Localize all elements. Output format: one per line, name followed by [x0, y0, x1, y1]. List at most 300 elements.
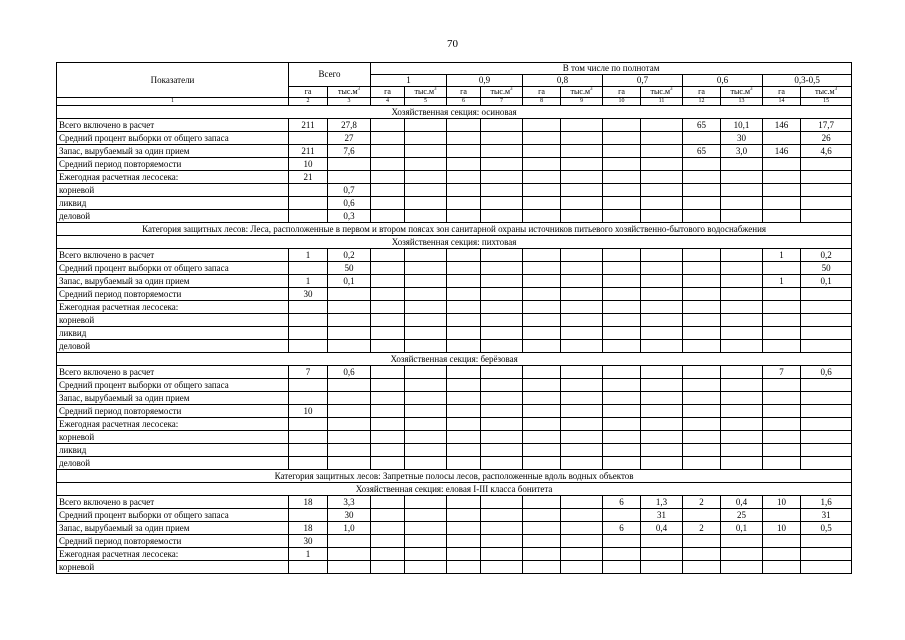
table-cell	[405, 366, 447, 379]
table-cell	[641, 158, 683, 171]
table-cell	[447, 249, 481, 262]
table-cell	[405, 405, 447, 418]
row-label: Всего включено в расчет	[57, 366, 289, 379]
table-cell	[641, 444, 683, 457]
table-cell	[641, 249, 683, 262]
table-cell	[523, 275, 561, 288]
table-cell	[405, 392, 447, 405]
table-cell	[481, 509, 523, 522]
table-cell	[763, 158, 801, 171]
header-density-group: 0,8	[523, 75, 603, 87]
unit-ha: га	[289, 87, 328, 98]
row-label: Всего включено в расчет	[57, 119, 289, 132]
table-cell	[603, 379, 641, 392]
table-cell	[523, 522, 561, 535]
table-cell: 0,6	[328, 366, 371, 379]
table-cell: 27,8	[328, 119, 371, 132]
table-cell	[721, 418, 763, 431]
unit-volume-text: тыс.м	[414, 87, 434, 96]
table-cell: 25	[721, 509, 763, 522]
table-cell	[721, 405, 763, 418]
table-row	[57, 548, 852, 561]
table-cell	[603, 262, 641, 275]
table-row	[57, 301, 852, 314]
section-heading: Хозяйственная секция: берёзовая	[57, 353, 852, 366]
table-cell	[371, 405, 405, 418]
table-cell	[371, 301, 405, 314]
table-cell: 10	[289, 405, 328, 418]
row-label: Запас, вырубаемый за один прием	[57, 145, 289, 158]
table-cell	[523, 509, 561, 522]
table-cell	[801, 184, 852, 197]
row-label: деловой	[57, 210, 289, 223]
table-cell	[523, 548, 561, 561]
table-cell	[405, 314, 447, 327]
unit-ha: га	[683, 87, 721, 98]
table-cell: 30	[289, 288, 328, 301]
section-heading: Хозяйственная секция: осиновая	[57, 106, 852, 119]
table-cell	[641, 210, 683, 223]
table-cell	[481, 379, 523, 392]
table-cell: 0,3	[328, 210, 371, 223]
unit-volume-exponent: 3	[510, 87, 513, 92]
table-cell	[405, 561, 447, 574]
section-heading: Хозяйственная секция: пихтовая	[57, 236, 852, 249]
table-cell	[447, 314, 481, 327]
table-cell	[523, 184, 561, 197]
table-cell	[683, 431, 721, 444]
table-cell	[721, 535, 763, 548]
row-label: ликвид	[57, 444, 289, 457]
unit-volume	[721, 87, 763, 98]
table-row	[57, 327, 852, 340]
table-cell	[683, 392, 721, 405]
table-cell	[447, 457, 481, 470]
unit-ha: га	[371, 87, 405, 98]
table-cell	[801, 288, 852, 301]
column-number: 8	[523, 98, 561, 106]
category-heading-row	[57, 223, 852, 236]
table-cell	[289, 392, 328, 405]
row-label: Ежегодная расчетная лесосека:	[57, 418, 289, 431]
table-cell	[561, 366, 603, 379]
table-cell: 21	[289, 171, 328, 184]
table-cell	[371, 249, 405, 262]
table-cell	[641, 431, 683, 444]
table-cell	[405, 379, 447, 392]
column-number: 4	[371, 98, 405, 106]
table-cell	[801, 405, 852, 418]
table-cell	[763, 548, 801, 561]
table-cell	[683, 327, 721, 340]
table-cell	[561, 197, 603, 210]
table-cell: 7,6	[328, 145, 371, 158]
table-cell	[801, 431, 852, 444]
section-heading-row	[57, 353, 852, 366]
table-cell: 1	[763, 249, 801, 262]
table-cell	[289, 184, 328, 197]
table-cell	[561, 132, 603, 145]
table-cell	[405, 444, 447, 457]
unit-volume-text: тыс.м	[338, 87, 358, 96]
table-cell	[683, 405, 721, 418]
table-cell	[603, 288, 641, 301]
table-cell	[801, 561, 852, 574]
table-cell	[561, 509, 603, 522]
table-cell	[523, 262, 561, 275]
table-cell	[683, 457, 721, 470]
table-cell	[481, 431, 523, 444]
table-cell	[763, 535, 801, 548]
table-cell	[447, 119, 481, 132]
table-cell	[481, 132, 523, 145]
table-cell	[371, 509, 405, 522]
table-cell	[603, 171, 641, 184]
table-cell	[481, 301, 523, 314]
table-cell	[371, 366, 405, 379]
table-row	[57, 275, 852, 288]
table-cell: 0,6	[801, 366, 852, 379]
table-cell	[289, 327, 328, 340]
table-cell: 4,6	[801, 145, 852, 158]
table-cell	[641, 314, 683, 327]
table-cell	[481, 340, 523, 353]
table-cell	[801, 548, 852, 561]
table-cell	[371, 314, 405, 327]
table-cell	[683, 184, 721, 197]
table-cell	[641, 405, 683, 418]
table-cell	[481, 522, 523, 535]
table-cell	[641, 535, 683, 548]
table-cell	[481, 548, 523, 561]
table-cell	[763, 327, 801, 340]
table-cell	[447, 158, 481, 171]
table-cell: 31	[641, 509, 683, 522]
table-cell: 0,2	[801, 249, 852, 262]
table-cell	[561, 561, 603, 574]
table-cell	[523, 327, 561, 340]
table-cell: 7	[763, 366, 801, 379]
table-cell	[641, 275, 683, 288]
table-row	[57, 158, 852, 171]
column-number: 6	[447, 98, 481, 106]
table-cell	[721, 327, 763, 340]
table-cell	[603, 197, 641, 210]
table-row	[57, 535, 852, 548]
table-cell	[683, 444, 721, 457]
table-cell	[603, 535, 641, 548]
table-cell	[641, 262, 683, 275]
table-cell	[523, 197, 561, 210]
table-cell	[371, 522, 405, 535]
table-cell	[405, 327, 447, 340]
table-cell: 10,1	[721, 119, 763, 132]
row-label: ликвид	[57, 197, 289, 210]
table-cell	[603, 119, 641, 132]
section-heading-row	[57, 106, 852, 119]
table-cell	[763, 197, 801, 210]
table-cell	[561, 262, 603, 275]
unit-volume	[641, 87, 683, 98]
unit-volume-text: тыс.м	[490, 87, 510, 96]
table-cell	[641, 379, 683, 392]
table-cell	[447, 496, 481, 509]
table-cell: 1,0	[328, 522, 371, 535]
table-row	[57, 509, 852, 522]
table-cell	[447, 301, 481, 314]
table-cell	[763, 301, 801, 314]
table-cell	[561, 379, 603, 392]
table-cell	[328, 379, 371, 392]
table-row	[57, 418, 852, 431]
table-cell: 1,3	[641, 496, 683, 509]
table-cell	[523, 158, 561, 171]
table-cell	[328, 444, 371, 457]
table-row	[57, 288, 852, 301]
table-cell	[721, 158, 763, 171]
table-cell	[447, 262, 481, 275]
table-cell	[523, 405, 561, 418]
column-number: 11	[641, 98, 683, 106]
table-cell	[405, 171, 447, 184]
row-label: Средний процент выборки от общего запаса	[57, 379, 289, 392]
table-cell	[447, 392, 481, 405]
table-cell	[603, 327, 641, 340]
table-cell	[721, 444, 763, 457]
table-cell	[801, 158, 852, 171]
table-cell	[603, 158, 641, 171]
table-cell	[721, 262, 763, 275]
table-cell	[328, 340, 371, 353]
table-row	[57, 561, 852, 574]
table-cell	[405, 509, 447, 522]
table-cell	[683, 171, 721, 184]
table-cell: 211	[289, 145, 328, 158]
table-cell	[561, 158, 603, 171]
table-cell	[289, 262, 328, 275]
table-cell	[523, 561, 561, 574]
table-cell	[289, 379, 328, 392]
table-cell	[289, 132, 328, 145]
table-cell	[561, 275, 603, 288]
unit-volume-exponent: 3	[670, 87, 673, 92]
table-cell	[328, 418, 371, 431]
table-cell: 0,1	[328, 275, 371, 288]
table-cell	[481, 210, 523, 223]
table-cell	[641, 457, 683, 470]
table-cell	[481, 158, 523, 171]
table-row	[57, 522, 852, 535]
table-cell	[641, 301, 683, 314]
table-cell	[289, 431, 328, 444]
table-cell	[481, 314, 523, 327]
table-cell	[603, 275, 641, 288]
table-cell	[801, 197, 852, 210]
table-cell	[523, 249, 561, 262]
table-cell	[481, 184, 523, 197]
table-cell	[561, 496, 603, 509]
table-cell	[289, 509, 328, 522]
table-cell	[447, 171, 481, 184]
table-cell	[561, 314, 603, 327]
table-cell	[523, 171, 561, 184]
table-cell	[523, 288, 561, 301]
table-cell	[481, 496, 523, 509]
table-cell	[371, 379, 405, 392]
unit-volume-exponent: 3	[434, 87, 437, 92]
table-cell	[405, 119, 447, 132]
row-label: корневой	[57, 184, 289, 197]
table-row	[57, 405, 852, 418]
table-cell	[561, 327, 603, 340]
table-cell	[328, 171, 371, 184]
table-cell	[481, 197, 523, 210]
table-row	[57, 262, 852, 275]
table-cell	[328, 288, 371, 301]
table-row	[57, 379, 852, 392]
table-cell	[603, 548, 641, 561]
row-label: корневой	[57, 431, 289, 444]
table-row	[57, 145, 852, 158]
table-cell	[603, 145, 641, 158]
table-cell	[561, 405, 603, 418]
table-cell	[763, 262, 801, 275]
table-cell	[447, 405, 481, 418]
table-cell	[523, 366, 561, 379]
table-cell	[603, 418, 641, 431]
table-cell: 211	[289, 119, 328, 132]
table-cell	[683, 301, 721, 314]
table-cell	[603, 340, 641, 353]
table-cell	[289, 444, 328, 457]
table-cell	[405, 496, 447, 509]
table-cell	[447, 184, 481, 197]
row-label: деловой	[57, 340, 289, 353]
row-label: деловой	[57, 457, 289, 470]
table-cell	[801, 301, 852, 314]
table-cell	[763, 405, 801, 418]
table-cell	[371, 496, 405, 509]
table-cell	[801, 392, 852, 405]
header-total: Всего	[289, 63, 371, 87]
table-cell	[801, 340, 852, 353]
table-cell	[641, 392, 683, 405]
row-label: Средний период повторяемости	[57, 535, 289, 548]
table-cell	[447, 145, 481, 158]
table-cell	[405, 457, 447, 470]
table-cell	[683, 197, 721, 210]
table-cell: 1	[289, 249, 328, 262]
unit-volume	[801, 87, 852, 98]
header-density-group: 0,9	[447, 75, 523, 87]
table-cell	[481, 171, 523, 184]
table-cell	[481, 275, 523, 288]
table-cell	[481, 288, 523, 301]
table-cell	[447, 340, 481, 353]
table-cell	[683, 340, 721, 353]
table-row	[57, 340, 852, 353]
table-cell	[371, 119, 405, 132]
table-cell: 10	[763, 522, 801, 535]
table-cell	[721, 301, 763, 314]
table-cell	[641, 366, 683, 379]
table-cell	[683, 288, 721, 301]
table-cell	[481, 327, 523, 340]
table-cell: 1,6	[801, 496, 852, 509]
table-cell	[371, 145, 405, 158]
table-cell: 30	[721, 132, 763, 145]
table-cell	[603, 509, 641, 522]
table-cell	[481, 119, 523, 132]
table-cell	[447, 275, 481, 288]
row-label: Средний период повторяемости	[57, 405, 289, 418]
row-label: корневой	[57, 561, 289, 574]
table-cell	[371, 548, 405, 561]
table-cell	[763, 509, 801, 522]
table-cell	[801, 314, 852, 327]
table-cell	[683, 132, 721, 145]
table-cell	[763, 288, 801, 301]
row-label: Средний процент выборки от общего запаса	[57, 509, 289, 522]
table-cell	[447, 431, 481, 444]
table-cell	[801, 457, 852, 470]
unit-volume-exponent: 3	[590, 87, 593, 92]
table-cell	[523, 210, 561, 223]
table-cell	[683, 210, 721, 223]
table-cell	[523, 418, 561, 431]
table-cell	[763, 418, 801, 431]
table-cell	[371, 561, 405, 574]
table-row	[57, 171, 852, 184]
row-label: Всего включено в расчет	[57, 249, 289, 262]
table-cell	[683, 379, 721, 392]
table-cell	[561, 392, 603, 405]
table-cell	[447, 444, 481, 457]
table-cell	[683, 535, 721, 548]
table-cell	[481, 262, 523, 275]
table-cell	[523, 119, 561, 132]
table-row	[57, 457, 852, 470]
table-cell	[328, 457, 371, 470]
row-label: Средний период повторяемости	[57, 158, 289, 171]
table-cell	[721, 249, 763, 262]
table-cell	[603, 301, 641, 314]
table-cell	[721, 184, 763, 197]
table-cell	[641, 171, 683, 184]
table-cell: 30	[289, 535, 328, 548]
table-cell: 1	[289, 275, 328, 288]
row-label: Средний период повторяемости	[57, 288, 289, 301]
table-cell: 1	[289, 548, 328, 561]
section-heading: Хозяйственная секция: еловая I-III класса бонитета	[57, 483, 852, 496]
table-cell	[371, 262, 405, 275]
table-cell	[447, 210, 481, 223]
table-row	[57, 392, 852, 405]
table-cell	[371, 340, 405, 353]
table-cell	[603, 561, 641, 574]
unit-volume	[561, 87, 603, 98]
row-label: ликвид	[57, 327, 289, 340]
table-cell	[523, 132, 561, 145]
header-density-group: 0,6	[683, 75, 763, 87]
table-row	[57, 496, 852, 509]
table-cell	[721, 210, 763, 223]
table-cell	[289, 340, 328, 353]
table-cell	[405, 184, 447, 197]
table-cell	[481, 444, 523, 457]
table-cell: 3,0	[721, 145, 763, 158]
row-label: Всего включено в расчет	[57, 496, 289, 509]
